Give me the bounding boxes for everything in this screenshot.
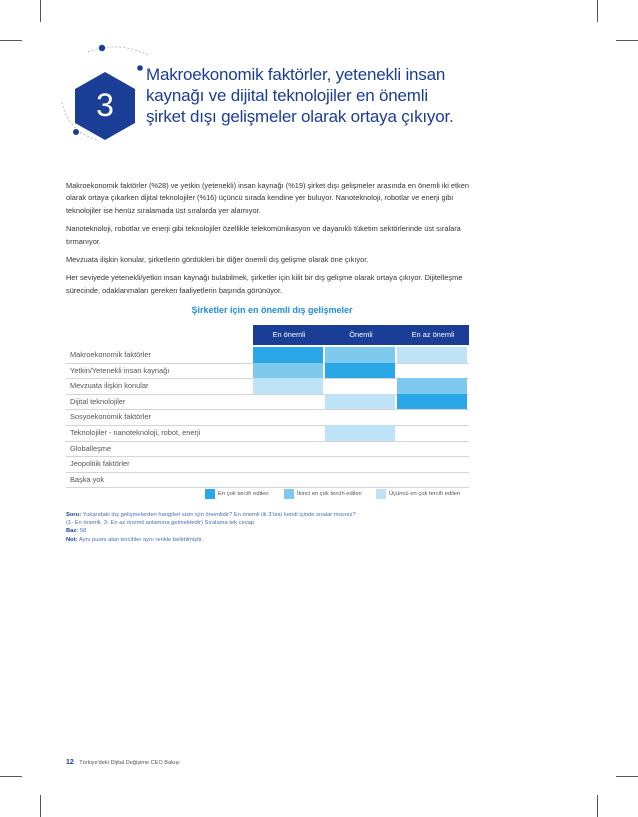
rank-cell <box>397 363 467 379</box>
rank-cell <box>325 378 395 394</box>
base-line <box>66 527 486 535</box>
decor-dot <box>73 129 79 135</box>
crop-mark <box>616 40 638 41</box>
note-label: Not: <box>66 536 78 543</box>
rank-cell <box>253 441 323 457</box>
section-number: 3 <box>96 87 114 123</box>
crop-mark <box>597 795 598 817</box>
intro-paragraph: Nanoteknoloji, robotlar ve enerji gibi teknolojiler özellikle telekomünikasyon ve dayanıklı tüketim sektörlerinde üst sıralara tırmanıyor. <box>66 224 461 246</box>
rank-cell <box>397 441 467 457</box>
rank-cell <box>253 409 323 425</box>
table-row <box>66 456 469 473</box>
question-text: Yukarıdaki dış gelişmelerden hangileri sizin için önemlidir? En önemli ilk 3'ünü kendi içinde sıralar mısınız? <box>82 512 356 518</box>
crop-mark <box>0 776 22 777</box>
row-label: Dijital teknolojiler <box>70 396 126 406</box>
rank-cell <box>397 456 467 472</box>
decor-dot <box>99 45 105 51</box>
rank-cell <box>397 347 467 363</box>
row-label: Sosyoekonomik faktörler <box>70 412 151 422</box>
page-footer <box>66 759 180 766</box>
row-label: Makroekonomik faktörler <box>70 350 151 359</box>
rank-cell <box>397 394 467 410</box>
column-header: En önemli <box>272 330 306 339</box>
rank-cell <box>325 347 395 363</box>
section-title <box>146 64 486 127</box>
section-badge <box>58 42 158 142</box>
row-label: Teknolojiler - nanoteknoloji, robot, enerji <box>70 428 201 437</box>
table-row <box>66 363 469 380</box>
crop-mark <box>40 0 41 22</box>
intro-paragraph: Mevzuata ilişkin konular, şirketlerin gördükleri bir diğer önemli dış gelişme olarak öne çıkıyor. <box>66 255 369 265</box>
column-header: Önemli <box>349 330 373 339</box>
hexagon-icon <box>58 42 158 142</box>
footer-text: Türkiye'deki Dijital Değişime CEO Bakışı <box>79 760 180 766</box>
base-label: Baz: <box>66 528 79 535</box>
table-row <box>66 409 469 426</box>
intro-paragraph: Her seviyede yetenekli/yetkin insan kaynağı bulabilmek, şirketler için kilit bir dış gelişme olarak ortaya çıkıyor. Dijitelleşme sürecinde, odaklanmaları gereken faaliyetlerin başında görünüyor. <box>66 273 463 295</box>
rank-cell <box>253 472 323 488</box>
rank-cell <box>325 441 395 457</box>
crop-mark <box>40 795 41 817</box>
base-value: 58 <box>79 528 87 535</box>
crop-mark <box>616 776 638 777</box>
table-row <box>66 472 469 489</box>
intro-text <box>66 180 478 303</box>
legend-swatch <box>284 489 294 499</box>
rank-cell <box>325 472 395 488</box>
table-row <box>66 378 469 395</box>
rank-cell <box>253 347 323 363</box>
legend-swatch <box>376 489 386 499</box>
table-header <box>253 325 469 345</box>
note-text: Aynı puanı alan tercihler aynı renkle belirtilmiştir. <box>78 536 204 543</box>
rank-cell <box>397 378 467 394</box>
chart-title: Şirketler için en önemli dış gelişmeler <box>191 305 353 315</box>
rank-cell <box>325 409 395 425</box>
table-row <box>66 441 469 458</box>
rank-cell <box>325 363 395 379</box>
rank-cell <box>253 363 323 379</box>
legend-label: Üçüncü en çok tercih edilen <box>389 491 461 497</box>
column-header: En az önemli <box>411 330 455 339</box>
table-row <box>66 394 469 411</box>
section-title-line: Makroekonomik faktörler, yetenekli insan <box>146 65 446 84</box>
table-row <box>66 425 469 442</box>
section-title-line: şirket dışı gelişmeler olarak ortaya çıkıyor. <box>146 107 454 126</box>
row-label: Mevzuata ilişkin konular <box>70 381 149 391</box>
question-label: Soru: <box>66 512 82 518</box>
page-number: 12 <box>66 759 74 766</box>
legend-label: En çok tercih edilen <box>218 491 269 497</box>
legend-label: İkinci en çok tercih edilen <box>297 491 362 497</box>
row-label: Yetkin/Yetenekli insan kaynağı <box>70 365 170 375</box>
rank-cell <box>397 472 467 488</box>
note-line <box>66 536 486 544</box>
rank-cell <box>253 394 323 410</box>
decor-dot <box>137 65 143 71</box>
rank-cell <box>325 425 395 441</box>
legend-swatch <box>205 489 215 499</box>
rank-cell <box>253 378 323 394</box>
intro-paragraph: Makroekonomik faktörler (%28) ve yetkin (yetenekli) insan kaynağı (%19) şirket dışı gelişmeler arasında en önemli iki etken olarak ortaya çıkarken dijital teknolojiler (%16) üçüncü sırada kendine yer buluyor. Nanoteknoloji, robotlar ve enerji gibi teknolojiler ise henüz sıralamada üst sıralarda yer alamıyor. <box>66 181 469 215</box>
crop-mark <box>0 40 22 41</box>
rank-cell <box>325 394 395 410</box>
rank-cell <box>397 409 467 425</box>
rank-cell <box>325 456 395 472</box>
crop-mark <box>597 0 598 22</box>
question-line <box>66 511 486 519</box>
rank-cell <box>253 425 323 441</box>
table-row <box>66 347 469 364</box>
section-title-line: kaynağı ve dijital teknolojiler en önemli <box>146 86 428 105</box>
row-label: Jeopolitik faktörler <box>70 459 130 469</box>
row-label: Başka yok <box>70 474 105 484</box>
scale-line: (1- En önemli, 3- En az önemli anlamına gelmektedir) Sıralama tek cevap <box>66 520 255 527</box>
row-label: Globalleşme <box>70 443 112 453</box>
survey-notes <box>66 511 486 544</box>
rank-cell <box>397 425 467 441</box>
rank-cell <box>253 456 323 472</box>
